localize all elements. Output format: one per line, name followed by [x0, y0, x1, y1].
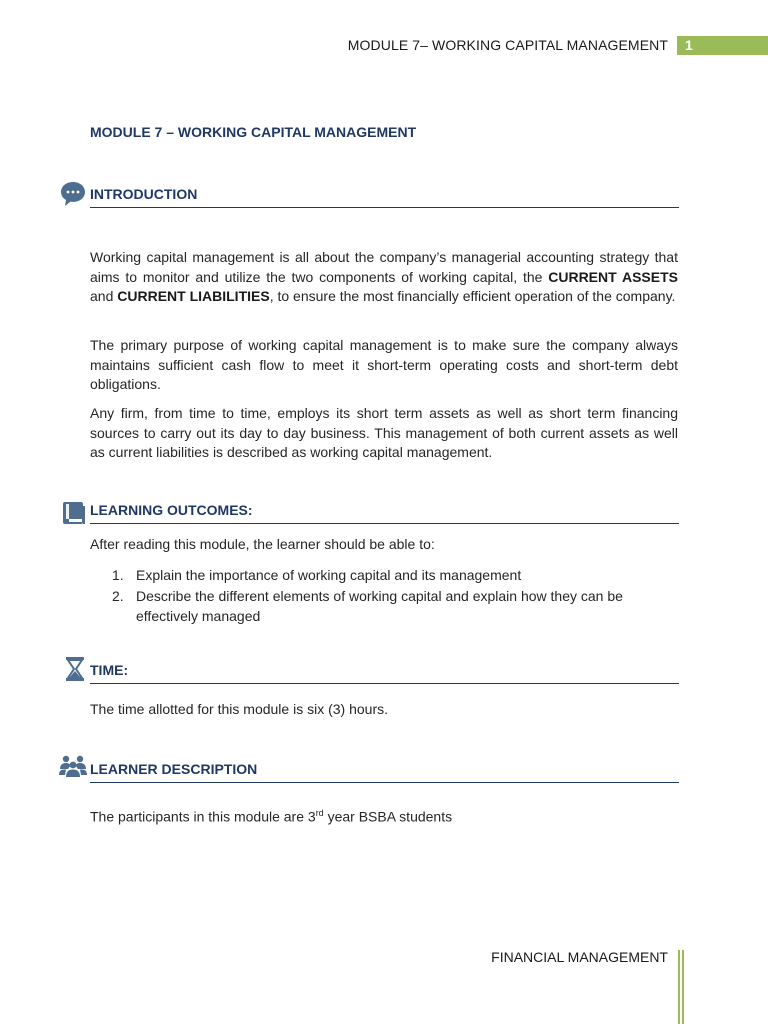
introduction-heading: INTRODUCTION [90, 186, 679, 208]
speech-bubble-icon [59, 180, 87, 208]
intro-paragraph-3: Any firm, from time to time, employs its short term assets as well as short term financing sources to carry out its day to day business. This management of both current assets as well as current liabilities is described as working capital management. [90, 405, 678, 460]
group-icon [58, 753, 88, 779]
footer-rule [678, 950, 680, 1024]
learner-description-text: The participants in this module are 3rd year BSBA students [90, 808, 453, 825]
learning-outcomes-lead: After reading this module, the learner should be able to: [90, 536, 435, 552]
learner-description-heading: LEARNER DESCRIPTION [90, 761, 679, 783]
list-item: 2. Describe the different elements of working capital and explain how they can be effectively managed [112, 587, 623, 624]
running-footer: FINANCIAL MANAGEMENT [491, 949, 668, 965]
intro-paragraph-2: The primary purpose of working capital management is to make sure the company always maintains sufficient cash flow to meet it short-term operating costs and short-term debt obligations. [90, 337, 678, 392]
intro-paragraph-1: Working capital management is all about the company’s managerial accounting strategy that aims to monitor and utilize the two components of working capital, the CURRENT ASSETS and CURRENT LIABILITIES, to ensure the most financially efficient operation of the company. [90, 249, 678, 304]
running-header: MODULE 7– WORKING CAPITAL MANAGEMENT [347, 37, 668, 53]
time-heading: TIME: [90, 662, 679, 684]
hourglass-icon [64, 656, 86, 682]
time-text: The time allotted for this module is six (3) hours. [90, 701, 389, 717]
learning-outcomes-list [112, 565, 678, 627]
footer-rule [682, 950, 684, 1024]
list-item: 1. Explain the importance of working capital and its management [112, 567, 522, 583]
learning-outcomes-heading: LEARNING OUTCOMES: [90, 502, 679, 524]
book-icon [61, 500, 87, 526]
module-title: MODULE 7 – WORKING CAPITAL MANAGEMENT [90, 124, 417, 140]
page-number: 1 [677, 36, 768, 55]
